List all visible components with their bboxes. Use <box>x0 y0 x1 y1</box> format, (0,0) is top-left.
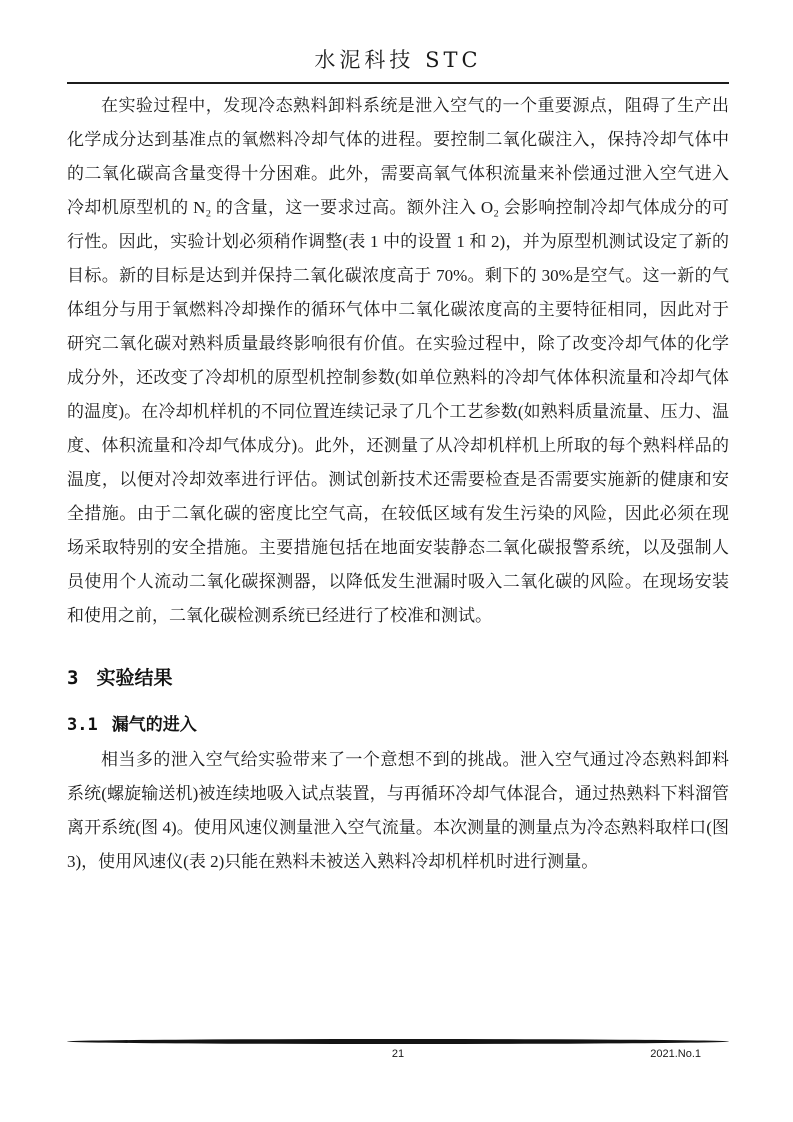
footer-rule <box>67 1039 729 1044</box>
issue-number: 2021.No.1 <box>650 1048 701 1060</box>
journal-title: 水泥科技 STC <box>314 48 482 72</box>
section-title: 实验结果 <box>96 668 173 689</box>
subsection-number: 3.1 <box>67 715 98 735</box>
section-heading-results <box>67 663 729 690</box>
page-content <box>67 0 729 879</box>
paragraph-air-leak: 相当多的泄入空气给实验带来了一个意想不到的挑战。泄入空气通过冷态熟料卸料系统(螺旋输送机)被连续地吸入试点装置，与再循环冷却气体混合，通过热熟料下料溜管离开系统(图 4)。使用风速仪测量泄入空气流量。本次测量的测量点为冷态熟料取样口(图 3)，使用风速仪(表 2)只能在熟料未被送入熟料冷却机样机时进行测量。 <box>67 750 729 871</box>
footer-row <box>67 1048 729 1064</box>
section-number: 3 <box>67 667 79 689</box>
page-footer <box>67 1039 729 1064</box>
paragraph-experiment-process: 在实验过程中，发现冷态熟料卸料系统是泄入空气的一个重要源点，阻碍了生产出化学成分达到基准点的氧燃料冷却气体的进程。要控制二氧化碳注入，保持冷却气体中的二氧化碳高含量变得十分困难。此外，需要高氧气体积流量来补偿通过泄入空气进入冷却机原型机的 N₂ 的含量，这一要求过高。额外注入 O₂ 会影响控制冷却气体成分的可行性。因此，实验计划必须稍作调整(表 1 中的设置 1 和 2)，并为原型机测试设定了新的目标。新的目标是达到并保持二氧化碳浓度高于 70%。剩下的 30%是空气。这一新的气体组分与用于氧燃料冷却操作的循环气体中二氧化碳浓度高的主要特征相同，因此对于研究二氧化碳对熟料质量最终影响很有价值。在实验过程中，除了改变冷却气体的化学成分外，还改变了冷却机的原型机控制参数(如单位熟料的冷却气体体积流量和冷却气体的温度)。在冷却机样机的不同位置连续记录了几个工艺参数(如熟料质量流量、压力、温度、体积流量和冷却气体成分)。此外，还测量了从冷却机样机上所取的每个熟料样品的温度，以便对冷却效率进行评估。测试创新技术还需要检查是否需要实施新的健康和安全措施。由于二氧化碳的密度比空气高，在较低区域有发生污染的风险，因此必须在现场采取特别的安全措施。主要措施包括在地面安装静态二氧化碳报警系统，以及强制人员使用个人流动二氧化碳探测器，以降低发生泄漏时吸入二氧化碳的风险。在现场安装和使用之前，二氧化碳检测系统已经进行了校准和测试。 <box>67 96 729 625</box>
subsection-title: 漏气的进入 <box>111 715 197 734</box>
subsection-heading-air-leak <box>67 710 729 735</box>
page-number: 21 <box>391 1048 405 1060</box>
